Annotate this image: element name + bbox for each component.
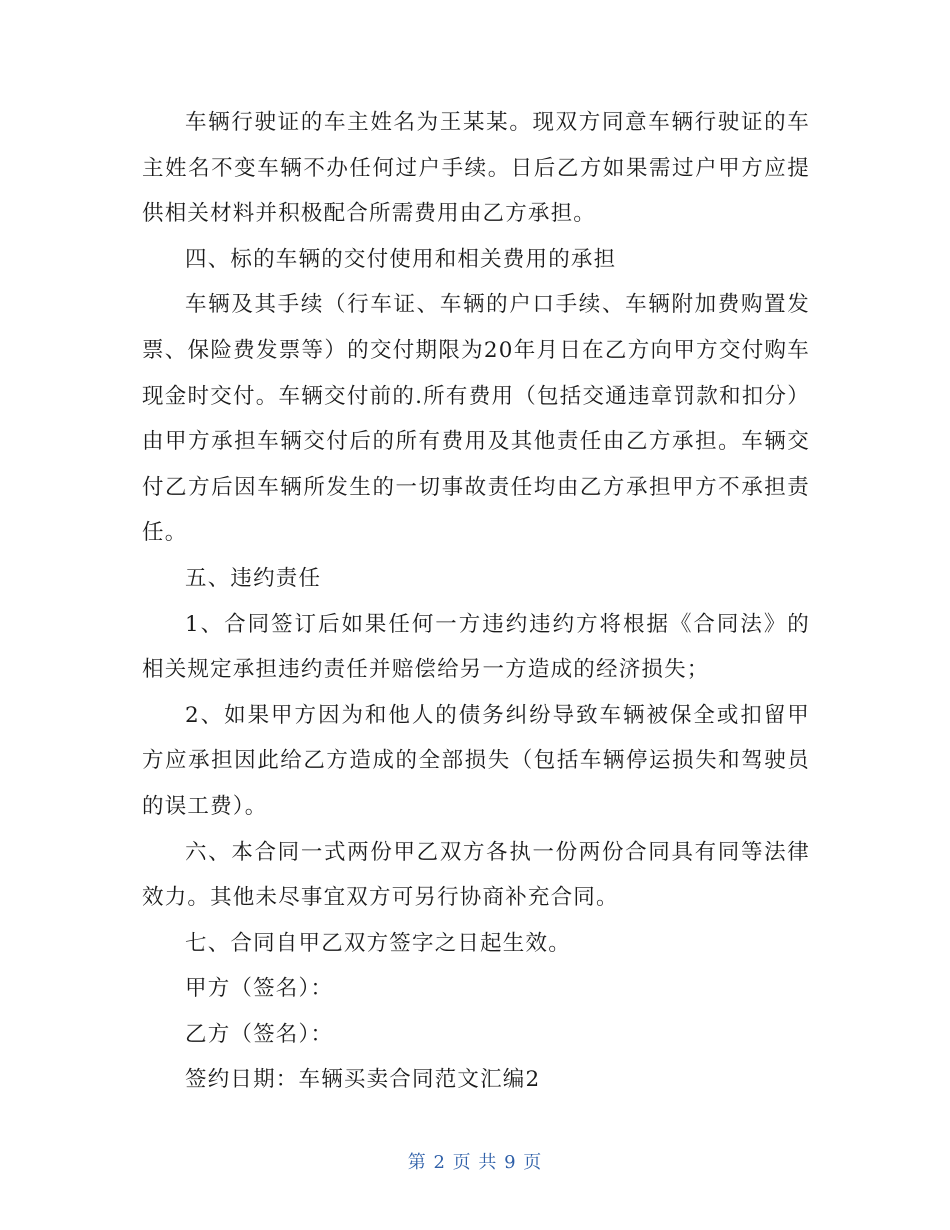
page-number-footer: 第 2 页 共 9 页 — [407, 1152, 543, 1173]
paragraph-copies-clause: 六、本合同一式两份甲乙双方各执一份两份合同具有同等法律效力。其他未尽事宜双方可另行协商补充合同。 — [142, 839, 810, 911]
paragraph-delivery-terms: 车辆及其手续（行车证、车辆的户口手续、车辆附加费购置发票、保险费发票等）的交付期限为20年月日在乙方向甲方交付购车现金时交付。车辆交付前的.所有费用（包括交通违章罚款和扣分）由甲方承担车辆交付后的所有费用及其他责任由乙方承担。车辆交付乙方后因车辆所发生的一切事故责任均由乙方承担甲方不承担责任。 — [142, 292, 810, 546]
section-heading-breach: 五、违约责任 — [185, 565, 322, 591]
signature-party-b: 乙方（签名）： — [185, 1021, 334, 1047]
paragraph-vehicle-owner-name: 车辆行驶证的车主姓名为王某某。现双方同意车辆行驶证的车主姓名不变车辆不办任何过户手续。日后乙方如果需过户甲方应提供相关材料并积极配合所需费用由乙方承担。 — [142, 110, 810, 227]
document-page — [142, 100, 810, 1103]
paragraph-breach-clause-2: 2、如果甲方因为和他人的债务纠纷导致车辆被保全或扣留甲方应承担因此给乙方造成的全部损失（包括车辆停运损失和驾驶员的误工费）。 — [142, 702, 810, 819]
paragraph-breach-clause-1: 1、合同签订后如果任何一方违约违约方将根据《合同法》的相关规定承担违约责任并赔偿给另一方造成的经济损失； — [142, 611, 810, 683]
signature-party-a: 甲方（签名）： — [185, 976, 334, 1002]
section-heading-delivery: 四、标的车辆的交付使用和相关费用的承担 — [185, 246, 617, 272]
paragraph-effective-clause: 七、合同自甲乙双方签字之日起生效。 — [185, 930, 571, 956]
signing-date: 签约日期：车辆买卖合同范文汇编2 — [185, 1067, 541, 1093]
